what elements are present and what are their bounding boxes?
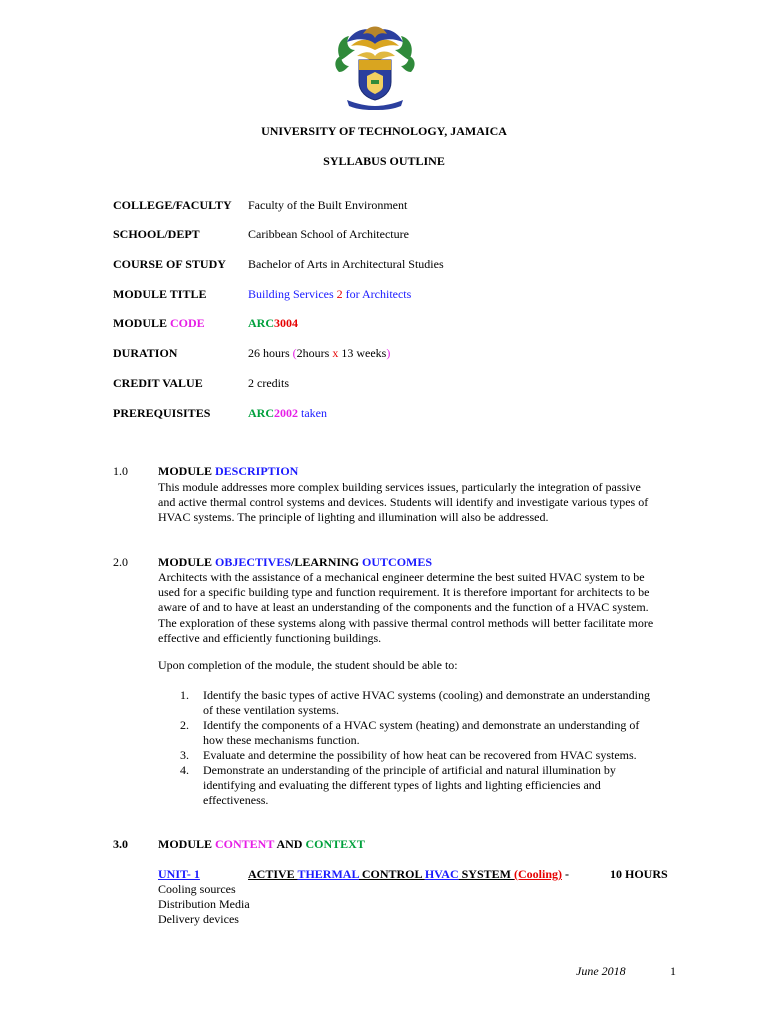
credit-label: CREDIT VALUE — [113, 376, 203, 390]
section-2-body — [158, 570, 678, 646]
college-value: Faculty of the Built Environment — [248, 198, 408, 212]
section-3-number: 3.0 — [113, 837, 128, 851]
topic-item: Distribution Media — [158, 897, 250, 912]
body-line: and active thermal control systems and devices. Students will identify and investigate various types of — [158, 495, 649, 510]
unit-topics — [158, 882, 250, 928]
section-2-number: 2.0 — [113, 555, 128, 569]
module-code-label: MODULE CODE — [113, 316, 205, 330]
topic-item: Delivery devices — [158, 912, 239, 927]
module-title-value: Building Services 2 for Architects — [248, 287, 412, 301]
credit-value: 2 credits — [248, 376, 289, 390]
section-1-heading: MODULE DESCRIPTION — [158, 464, 299, 478]
prereq-value: ARC2002 taken — [248, 406, 327, 420]
module-title-label: MODULE TITLE — [113, 287, 207, 301]
page-number: 1 — [670, 964, 676, 978]
list-item: Demonstrate an understanding of the principle of artificial and natural illumination by identifying and evaluating the different types of lights and lighting efficiencies and effectiveness. — [203, 763, 616, 808]
body-line: aware of and to have at least an understanding of the components and the function of a HVAC system. — [158, 600, 649, 615]
body-line: used for a specific building type and function requirement. It is therefore important for architects to be — [158, 585, 650, 600]
body-line: effective and efficiently functioning buildings. — [158, 630, 382, 645]
list-item-number: 2. — [180, 718, 189, 732]
duration-label: DURATION — [113, 346, 178, 360]
module-code-value: ARC3004 — [248, 316, 298, 330]
list-item: Evaluate and determine the possibility of how heat can be recovered from HVAC systems. — [203, 748, 637, 762]
list-item-number: 4. — [180, 763, 189, 777]
section-3-heading: MODULE CONTENT AND CONTEXT — [158, 837, 365, 851]
unit-title: ACTIVE THERMAL CONTROL HVAC SYSTEM (Cooling) - — [248, 867, 569, 881]
course-value: Bachelor of Arts in Architectural Studies — [248, 257, 444, 271]
university-name: UNIVERSITY OF TECHNOLOGY, JAMAICA — [261, 124, 507, 138]
body-line: HVAC systems. The principle of lighting and illumination will also be addressed. — [158, 510, 549, 525]
list-item: Identify the components of a HVAC system (heating) and demonstrate an understanding of how these mechanisms function. — [203, 718, 640, 748]
body-line: Architects with the assistance of a mechanical engineer determine the best suited HVAC system to be — [158, 570, 645, 584]
college-label: COLLEGE/FACULTY — [113, 198, 232, 212]
school-value: Caribbean School of Architecture — [248, 227, 409, 241]
list-item-number: 3. — [180, 748, 189, 762]
objectives-intro: Upon completion of the module, the student should be able to: — [158, 658, 458, 672]
course-label: COURSE OF STUDY — [113, 257, 226, 271]
prereq-label: PREREQUISITES — [113, 406, 211, 420]
list-item: Identify the basic types of active HVAC systems (cooling) and demonstrate an understanding of these ventilation systems. — [203, 688, 651, 718]
document-title: SYLLABUS OUTLINE — [323, 154, 445, 168]
topic-item: Cooling sources — [158, 882, 236, 896]
unit-label: UNIT- 1 — [158, 867, 200, 881]
section-2-heading: MODULE OBJECTIVES/LEARNING OUTCOMES — [158, 555, 433, 569]
unit-hours: 10 HOURS — [610, 867, 668, 881]
school-label: SCHOOL/DEPT — [113, 227, 200, 241]
section-1-body — [158, 480, 678, 526]
footer-date: June 2018 — [576, 964, 626, 978]
duration-value: 26 hours (2hours x 13 weeks) — [248, 346, 391, 360]
body-line: This module addresses more complex building services issues, particularly the integration of passive — [158, 480, 641, 494]
body-line: The exploration of these systems along with passive thermal control methods will better facilitate more — [158, 615, 654, 630]
university-crest-icon — [333, 20, 417, 110]
section-1-number: 1.0 — [113, 464, 128, 478]
list-item-number: 1. — [180, 688, 189, 702]
